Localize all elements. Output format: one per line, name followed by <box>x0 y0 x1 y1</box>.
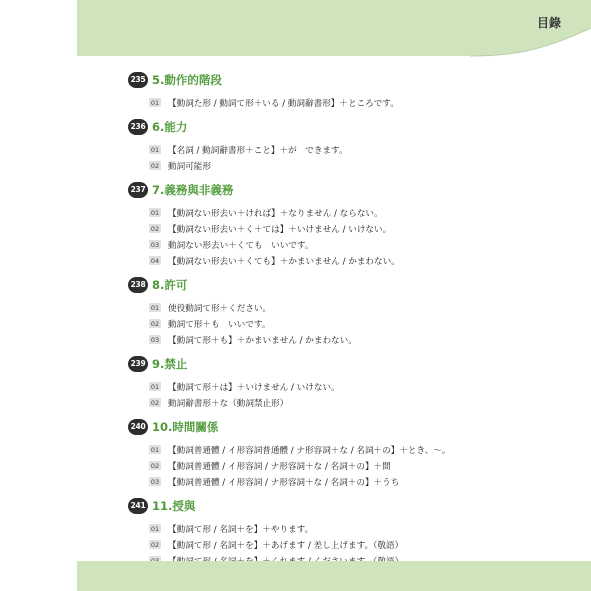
toc-item[interactable] <box>149 142 568 157</box>
item-number: 02 <box>150 224 160 233</box>
item-text: 【動詞ない形去い＋く＋ては】＋いけません / いけない。 <box>168 224 392 235</box>
page-title: 目錄 <box>536 16 561 30</box>
item-text: 動詞辭書形＋な（動詞禁止形） <box>168 398 289 409</box>
section-title: 9.禁止 <box>152 356 188 371</box>
toc-item[interactable] <box>149 237 568 252</box>
item-number: 02 <box>150 461 160 470</box>
toc-item[interactable] <box>149 253 568 268</box>
item-text: 【動詞て形＋は】＋いけません / いけない。 <box>168 382 340 393</box>
item-number: 02 <box>150 319 160 328</box>
item-text: 動詞ない形去い＋くても いいです。 <box>168 240 314 251</box>
item-text: 【名詞 / 動詞辭書形＋こと】＋が できます。 <box>168 145 348 156</box>
section-number-badge: 239 <box>128 356 148 372</box>
toc-content <box>128 70 568 591</box>
section-number-badge: 241 <box>128 498 148 514</box>
toc-item[interactable] <box>149 379 568 394</box>
item-number: 02 <box>150 398 160 407</box>
section-heading[interactable] <box>128 496 568 515</box>
item-text: 【動詞普通體 / イ形容詞 / ナ形容詞＋な / 名詞＋の】＋間 <box>168 461 391 472</box>
section-title: 11.授與 <box>152 498 196 513</box>
item-number: 02 <box>150 540 160 549</box>
toc-section <box>128 275 568 347</box>
item-text: 【動詞て形＋も】＋かまいません / かまわない。 <box>168 335 357 346</box>
toc-section <box>128 70 568 110</box>
toc-section <box>128 117 568 173</box>
section-heading[interactable] <box>128 417 568 436</box>
item-number: 01 <box>150 98 160 107</box>
toc-item[interactable] <box>149 458 568 473</box>
toc-item[interactable] <box>149 205 568 220</box>
item-text: 【動詞て形 / 名詞＋を】＋あげます / 差し上げます。（敬語） <box>168 540 404 551</box>
toc-section <box>128 417 568 489</box>
item-text: 【動詞ない形去い＋くても】＋かまいません / かまわない。 <box>168 256 400 267</box>
toc-item[interactable] <box>149 95 568 110</box>
toc-item[interactable] <box>149 300 568 315</box>
item-text: 【動詞普通體 / イ形容詞 / ナ形容詞＋な / 名詞＋の】＋うち <box>168 477 400 488</box>
section-heading[interactable] <box>128 70 568 89</box>
item-number: 01 <box>150 524 160 533</box>
section-title: 7.義務與非義務 <box>152 182 234 197</box>
toc-item[interactable] <box>149 221 568 236</box>
item-text: 【動詞た形 / 動詞て形＋いる / 動詞辭書形】＋ところです。 <box>168 98 399 109</box>
section-title: 6.能力 <box>152 119 188 134</box>
toc-item[interactable] <box>149 332 568 347</box>
item-number: 04 <box>150 256 160 265</box>
page-curl-decoration <box>470 28 591 58</box>
item-number: 03 <box>150 335 160 344</box>
toc-item[interactable] <box>149 158 568 173</box>
section-number-badge: 238 <box>128 277 148 293</box>
toc-item[interactable] <box>149 316 568 331</box>
toc-item[interactable] <box>149 442 568 457</box>
toc-item[interactable] <box>149 474 568 489</box>
section-title: 8.許可 <box>152 277 188 292</box>
section-title: 5.動作的階段 <box>152 72 222 87</box>
section-number-badge: 235 <box>128 72 148 88</box>
item-number: 01 <box>150 303 160 312</box>
item-text: 動詞て形＋も いいです。 <box>168 319 271 330</box>
toc-section <box>128 180 568 268</box>
section-heading[interactable] <box>128 180 568 199</box>
section-number-badge: 240 <box>128 419 148 435</box>
section-heading[interactable] <box>128 117 568 136</box>
section-number-badge: 237 <box>128 182 148 198</box>
item-number: 03 <box>150 477 160 486</box>
item-number: 01 <box>150 145 160 154</box>
item-text: 使役動詞て形＋ください。 <box>168 303 272 314</box>
item-text: 【動詞普通體 / イ形容詞普通體 / ナ形容詞＋な / 名詞＋の】＋とき、～。 <box>168 445 451 456</box>
section-heading[interactable] <box>128 275 568 294</box>
item-number: 01 <box>150 445 160 454</box>
section-heading[interactable] <box>128 354 568 373</box>
toc-item[interactable] <box>149 521 568 536</box>
section-title: 10.時間關係 <box>152 419 219 434</box>
toc-section <box>128 354 568 410</box>
section-number-badge: 236 <box>128 119 148 135</box>
toc-item[interactable] <box>149 395 568 410</box>
item-number: 01 <box>150 208 160 217</box>
footer-band <box>77 561 591 591</box>
item-number: 02 <box>150 161 160 170</box>
item-text: 動詞可能形 <box>168 161 211 172</box>
item-number: 03 <box>150 240 160 249</box>
toc-item[interactable] <box>149 537 568 552</box>
item-text: 【動詞ない形去い＋ければ】＋なりません / ならない。 <box>168 208 383 219</box>
item-text: 【動詞て形 / 名詞＋を】＋やります。 <box>168 524 314 535</box>
item-number: 01 <box>150 382 160 391</box>
